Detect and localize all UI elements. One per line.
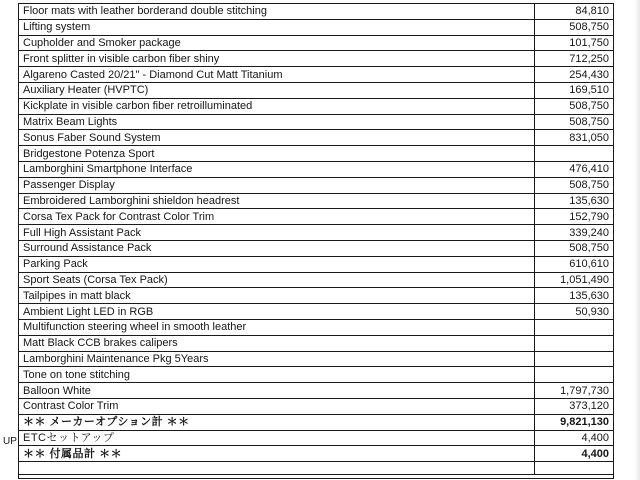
table-row bbox=[19, 351, 614, 367]
option-name: Auxiliary Heater (HVPTC) bbox=[19, 82, 535, 98]
table-row bbox=[19, 335, 614, 351]
option-name: Matrix Beam Lights bbox=[19, 114, 535, 130]
maker-option-total-row bbox=[19, 414, 614, 430]
etc-setup-row bbox=[19, 430, 614, 446]
table-row bbox=[19, 240, 614, 256]
table-row bbox=[19, 35, 614, 51]
option-name: Passenger Display bbox=[19, 177, 535, 193]
option-name: Parking Pack bbox=[19, 256, 535, 272]
option-name: Balloon White bbox=[19, 383, 535, 399]
table-row bbox=[19, 272, 614, 288]
table-row bbox=[19, 209, 614, 225]
option-price: 831,050 bbox=[534, 130, 613, 146]
option-name: Embroidered Lamborghini shieldon headrest bbox=[19, 193, 535, 209]
option-name: Bridgestone Potenza Sport bbox=[19, 146, 535, 162]
option-name: Front splitter in visible carbon fiber shiny bbox=[19, 51, 535, 67]
option-price bbox=[534, 335, 613, 351]
accessory-total-label: ＊＊ 付属品計 ＊＊ bbox=[19, 446, 535, 462]
scan-edge-shadow bbox=[634, 0, 640, 480]
option-price bbox=[534, 367, 613, 383]
option-name: Algareno Casted 20/21" - Diamond Cut Matt Titanium bbox=[19, 67, 535, 83]
table-row bbox=[19, 82, 614, 98]
accessory-total-price: 4,400 bbox=[534, 446, 613, 462]
option-price: 254,430 bbox=[534, 67, 613, 83]
option-price: 610,610 bbox=[534, 256, 613, 272]
maker-option-total-price: 9,821,130 bbox=[534, 414, 613, 430]
option-name: Kickplate in visible carbon fiber retroilluminated bbox=[19, 98, 535, 114]
option-name: Tailpipes in matt black bbox=[19, 288, 535, 304]
option-price: 84,810 bbox=[534, 4, 613, 20]
option-price: 508,750 bbox=[534, 177, 613, 193]
table-row bbox=[19, 193, 614, 209]
option-price: 1,051,490 bbox=[534, 272, 613, 288]
option-name: Sport Seats (Corsa Tex Pack) bbox=[19, 272, 535, 288]
options-price-table bbox=[18, 3, 614, 475]
option-price: 508,750 bbox=[534, 114, 613, 130]
option-price: 373,120 bbox=[534, 398, 613, 414]
option-name: Full High Assistant Pack bbox=[19, 225, 535, 241]
table-row bbox=[19, 304, 614, 320]
table-row bbox=[19, 398, 614, 414]
option-name: Cupholder and Smoker package bbox=[19, 35, 535, 51]
option-name: Ambient Light LED in RGB bbox=[19, 304, 535, 320]
table-row bbox=[19, 51, 614, 67]
option-name: Corsa Tex Pack for Contrast Color Trim bbox=[19, 209, 535, 225]
table-row bbox=[19, 130, 614, 146]
table-row bbox=[19, 319, 614, 335]
table-row bbox=[19, 256, 614, 272]
option-price: 152,790 bbox=[534, 209, 613, 225]
option-price bbox=[534, 319, 613, 335]
option-name: Matt Black CCB brakes calipers bbox=[19, 335, 535, 351]
option-price: 135,630 bbox=[534, 193, 613, 209]
option-name: Lamborghini Smartphone Interface bbox=[19, 161, 535, 177]
option-name: Multifunction steering wheel in smooth leather bbox=[19, 319, 535, 335]
table-row bbox=[19, 177, 614, 193]
option-price bbox=[534, 146, 613, 162]
table-row bbox=[19, 98, 614, 114]
option-name: Contrast Color Trim bbox=[19, 398, 535, 414]
option-name: Floor mats with leather borderand double stitching bbox=[19, 4, 535, 20]
empty-row bbox=[19, 462, 614, 475]
option-price: 508,750 bbox=[534, 98, 613, 114]
option-name: Lifting system bbox=[19, 19, 535, 35]
option-price: 339,240 bbox=[534, 225, 613, 241]
option-price: 508,750 bbox=[534, 240, 613, 256]
table-row bbox=[19, 383, 614, 399]
etc-setup-label: ETCセットアップ bbox=[19, 430, 535, 446]
table-row bbox=[19, 225, 614, 241]
option-price: 508,750 bbox=[534, 19, 613, 35]
option-price: 169,510 bbox=[534, 82, 613, 98]
table-row bbox=[19, 161, 614, 177]
option-name: Surround Assistance Pack bbox=[19, 240, 535, 256]
empty-cell bbox=[19, 462, 535, 475]
table-row bbox=[19, 4, 614, 20]
accessory-total-row bbox=[19, 446, 614, 462]
table-row bbox=[19, 19, 614, 35]
option-name: Lamborghini Maintenance Pkg 5Years bbox=[19, 351, 535, 367]
option-price: 135,630 bbox=[534, 288, 613, 304]
option-price: 101,750 bbox=[534, 35, 613, 51]
option-price: 476,410 bbox=[534, 161, 613, 177]
option-name: Tone on tone stitching bbox=[19, 367, 535, 383]
empty-cell bbox=[534, 462, 613, 475]
maker-option-total-label: ＊＊ メーカーオプション計 ＊＊ bbox=[19, 414, 535, 430]
table-row bbox=[19, 67, 614, 83]
table-row bbox=[19, 367, 614, 383]
table-row bbox=[19, 146, 614, 162]
option-price: 50,930 bbox=[534, 304, 613, 320]
option-price: 1,797,730 bbox=[534, 383, 613, 399]
table-row bbox=[19, 288, 614, 304]
etc-setup-price: 4,400 bbox=[534, 430, 613, 446]
table-row bbox=[19, 114, 614, 130]
option-price bbox=[534, 351, 613, 367]
row-side-tag: UP bbox=[3, 436, 17, 447]
option-name: Sonus Faber Sound System bbox=[19, 130, 535, 146]
option-price: 712,250 bbox=[534, 51, 613, 67]
